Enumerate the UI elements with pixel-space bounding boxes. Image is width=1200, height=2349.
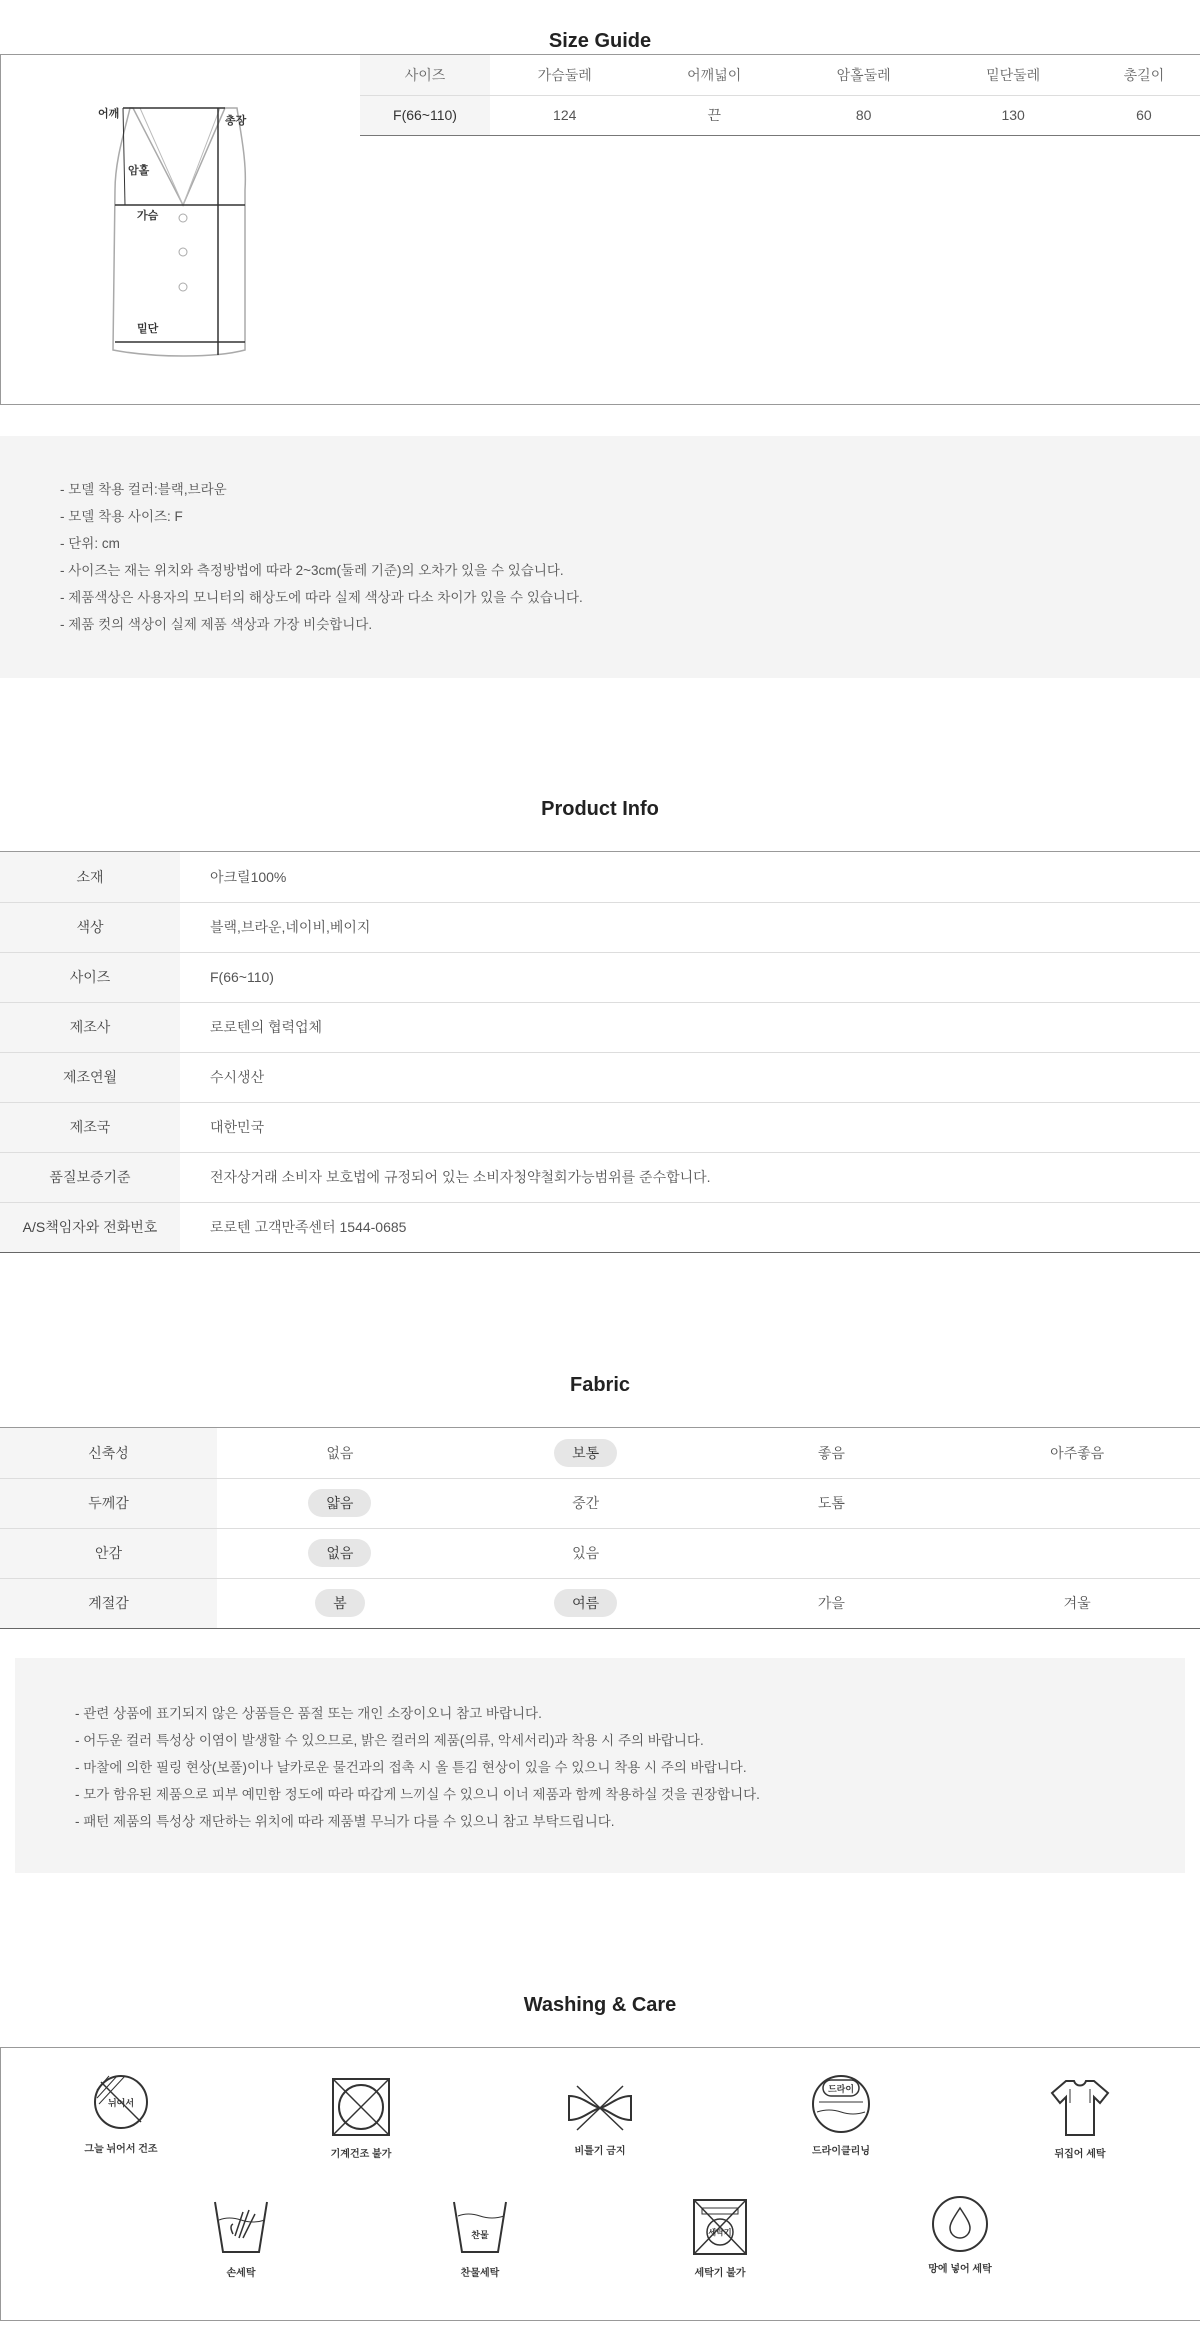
fabric-note: - 어두운 컬러 특성상 이염이 발생할 수 있으므로, 밝은 컬러의 제품(의류, 악세서리)과 착용 시 주의 바랍니다. (75, 1733, 704, 1748)
fabric-key: 두께감 (0, 1478, 217, 1528)
size-note: - 단위: cm (60, 536, 120, 551)
product-info-table (0, 852, 1200, 1253)
table-row (0, 902, 1200, 952)
fabric-option: 도톰 (817, 1495, 845, 1511)
care-label: 손세탁 (226, 2268, 256, 2279)
info-key: 제조연월 (0, 1052, 180, 1102)
fabric-option: 없음 (308, 1539, 371, 1567)
diagram-label-chest: 가슴 (137, 210, 159, 222)
info-value: 로로텐 고객만족센터 1544-0685 (180, 1202, 1200, 1252)
size-guide-title: Size Guide (548, 30, 652, 52)
info-key: 제조사 (0, 1002, 180, 1052)
size-table-header: 사이즈 (360, 55, 490, 95)
diagram-label-shoulder: 어깨 (98, 108, 120, 120)
size-table-cell: 80 (789, 95, 938, 135)
table-row (0, 852, 1200, 902)
care-item (296, 2075, 426, 2160)
care-label: 비틀기 금지 (574, 2146, 626, 2157)
care-label: 망에 넣어 세탁 (928, 2264, 992, 2275)
info-value: 수시생산 (180, 1052, 1200, 1102)
size-table-cell: 60 (1088, 95, 1200, 135)
fabric-key: 계절감 (0, 1578, 217, 1628)
size-note: - 모델 착용 컬러:블랙,브라운 (60, 482, 227, 497)
fabric-option: 가을 (817, 1595, 845, 1611)
size-table-row (360, 95, 1200, 135)
care-item (655, 2196, 785, 2279)
no-tumble-dry-icon (329, 2075, 393, 2139)
table-row (0, 1102, 1200, 1152)
fabric-option: 여름 (554, 1589, 617, 1617)
fabric-option: 좋음 (817, 1444, 845, 1461)
divider (0, 2320, 1200, 2321)
shade-flat-dry-icon (89, 2070, 153, 2134)
info-key: 색상 (0, 902, 180, 952)
size-table-header: 총길이 (1088, 55, 1200, 95)
fabric-row (0, 1578, 1200, 1628)
svg-text:찬물: 찬물 (471, 2230, 489, 2240)
divider (0, 54, 1, 404)
size-notes-box (0, 436, 1200, 678)
fabric-table (0, 1428, 1200, 1629)
svg-text:뉘어서: 뉘어서 (107, 2098, 135, 2108)
diagram-label-hem: 밑단 (137, 323, 159, 335)
table-row (0, 1152, 1200, 1202)
no-wring-icon (565, 2080, 635, 2136)
size-table-header: 가슴둘레 (490, 55, 639, 95)
size-table-header: 암홀둘레 (789, 55, 938, 95)
table-row (0, 1002, 1200, 1052)
care-item (776, 2072, 906, 2157)
info-value: 아크릴100% (180, 852, 1200, 902)
table-row (0, 952, 1200, 1002)
size-table-header-row (360, 55, 1200, 95)
product-info-title: Product Info (541, 798, 659, 820)
care-item (535, 2080, 665, 2157)
cold-wash-icon (448, 2196, 512, 2258)
care-label: 그늘 뉘어서 건조 (84, 2144, 158, 2155)
fabric-option: 없음 (326, 1444, 354, 1461)
table-row (0, 1052, 1200, 1102)
info-key: 품질보증기준 (0, 1152, 180, 1202)
care-item (1015, 2075, 1145, 2160)
info-key: 소재 (0, 852, 180, 902)
size-note: - 제품 컷의 색상이 실제 제품 색상과 가장 비슷합니다. (60, 617, 373, 632)
fabric-option: 보통 (554, 1439, 617, 1467)
care-label: 세탁기 불가 (694, 2268, 746, 2279)
size-table (360, 55, 1200, 136)
care-item (895, 2194, 1025, 2275)
info-key: A/S책임자와 전화번호 (0, 1202, 180, 1252)
size-table-header: 어깨넓이 (639, 55, 788, 95)
vest-size-diagram (95, 100, 275, 365)
fabric-row (0, 1478, 1200, 1528)
fabric-note: - 마찰에 의한 필링 현상(보풀)이나 날카로운 물건과의 접촉 시 올 튿김 현상이 있을 수 있으니 착용 시 주의 바랍니다. (75, 1760, 747, 1775)
size-table-cell: 124 (490, 95, 639, 135)
divider (0, 2047, 1200, 2048)
svg-text:드라이: 드라이 (827, 2084, 855, 2094)
dry-clean-icon (809, 2072, 873, 2136)
fabric-row (0, 1528, 1200, 1578)
size-note: - 제품색상은 사용자의 모니터의 해상도에 따라 실제 색상과 다소 차이가 있을 수 있습니다. (60, 590, 583, 605)
divider (0, 2047, 1, 2320)
net-wash-icon (930, 2194, 990, 2254)
inside-out-wash-icon (1048, 2075, 1112, 2139)
care-label: 찬물세탁 (460, 2268, 500, 2279)
info-value: F(66~110) (180, 952, 1200, 1002)
size-table-cell: F(66~110) (360, 95, 490, 135)
size-note: - 사이즈는 재는 위치와 측정방법에 따라 2~3cm(둘레 기준)의 오차가 있을 수 있습니다. (60, 563, 564, 578)
fabric-option: 겨울 (1063, 1595, 1091, 1611)
hand-wash-icon (209, 2196, 273, 2258)
table-row (0, 1202, 1200, 1252)
fabric-notes-box (15, 1658, 1185, 1873)
fabric-option: 얇음 (308, 1489, 371, 1517)
no-machine-wash-icon (688, 2196, 752, 2258)
fabric-note: - 모가 함유된 제품으로 피부 예민함 정도에 따라 따갑게 느끼실 수 있으니 이너 제품과 함께 착용하실 것을 권장합니다. (75, 1787, 760, 1802)
care-item (56, 2070, 186, 2155)
divider (0, 404, 1200, 405)
care-label: 드라이클리닝 (812, 2146, 870, 2157)
fabric-option: 아주좋음 (1050, 1444, 1105, 1461)
info-value: 블랙,브라운,네이비,베이지 (180, 902, 1200, 952)
fabric-title: Fabric (569, 1374, 631, 1396)
fabric-option: 중간 (572, 1495, 600, 1511)
svg-text:세탁기: 세탁기 (708, 2228, 732, 2237)
size-table-cell: 끈 (639, 95, 788, 135)
diagram-label-armhole: 암홀 (128, 165, 150, 177)
washing-title: Washing & Care (523, 1994, 677, 2016)
info-value: 대한민국 (180, 1102, 1200, 1152)
info-key: 제조국 (0, 1102, 180, 1152)
size-table-header: 밑단둘레 (938, 55, 1087, 95)
care-item (176, 2196, 306, 2279)
fabric-key: 신축성 (0, 1428, 217, 1478)
info-value: 로로텐의 협력업체 (180, 1002, 1200, 1052)
size-table-cell: 130 (938, 95, 1087, 135)
fabric-note: - 관련 상품에 표기되지 않은 상품들은 품절 또는 개인 소장이오니 참고 바랍니다. (75, 1706, 542, 1721)
fabric-row (0, 1428, 1200, 1478)
info-key: 사이즈 (0, 952, 180, 1002)
diagram-label-length: 총장 (225, 115, 247, 127)
care-label: 기계건조 불가 (330, 2149, 392, 2160)
care-label: 뒤집어 세탁 (1054, 2149, 1106, 2160)
info-value: 전자상거래 소비자 보호법에 규정되어 있는 소비자청약철회가능범위를 준수합니다. (180, 1152, 1200, 1202)
fabric-option: 봄 (315, 1589, 365, 1617)
fabric-option: 있음 (572, 1545, 600, 1561)
size-note: - 모델 착용 사이즈: F (60, 509, 183, 524)
fabric-key: 안감 (0, 1528, 217, 1578)
fabric-note: - 패턴 제품의 특성상 재단하는 위치에 따라 제품별 무늬가 다를 수 있으니 참고 부탁드립니다. (75, 1814, 615, 1829)
care-item (415, 2196, 545, 2279)
